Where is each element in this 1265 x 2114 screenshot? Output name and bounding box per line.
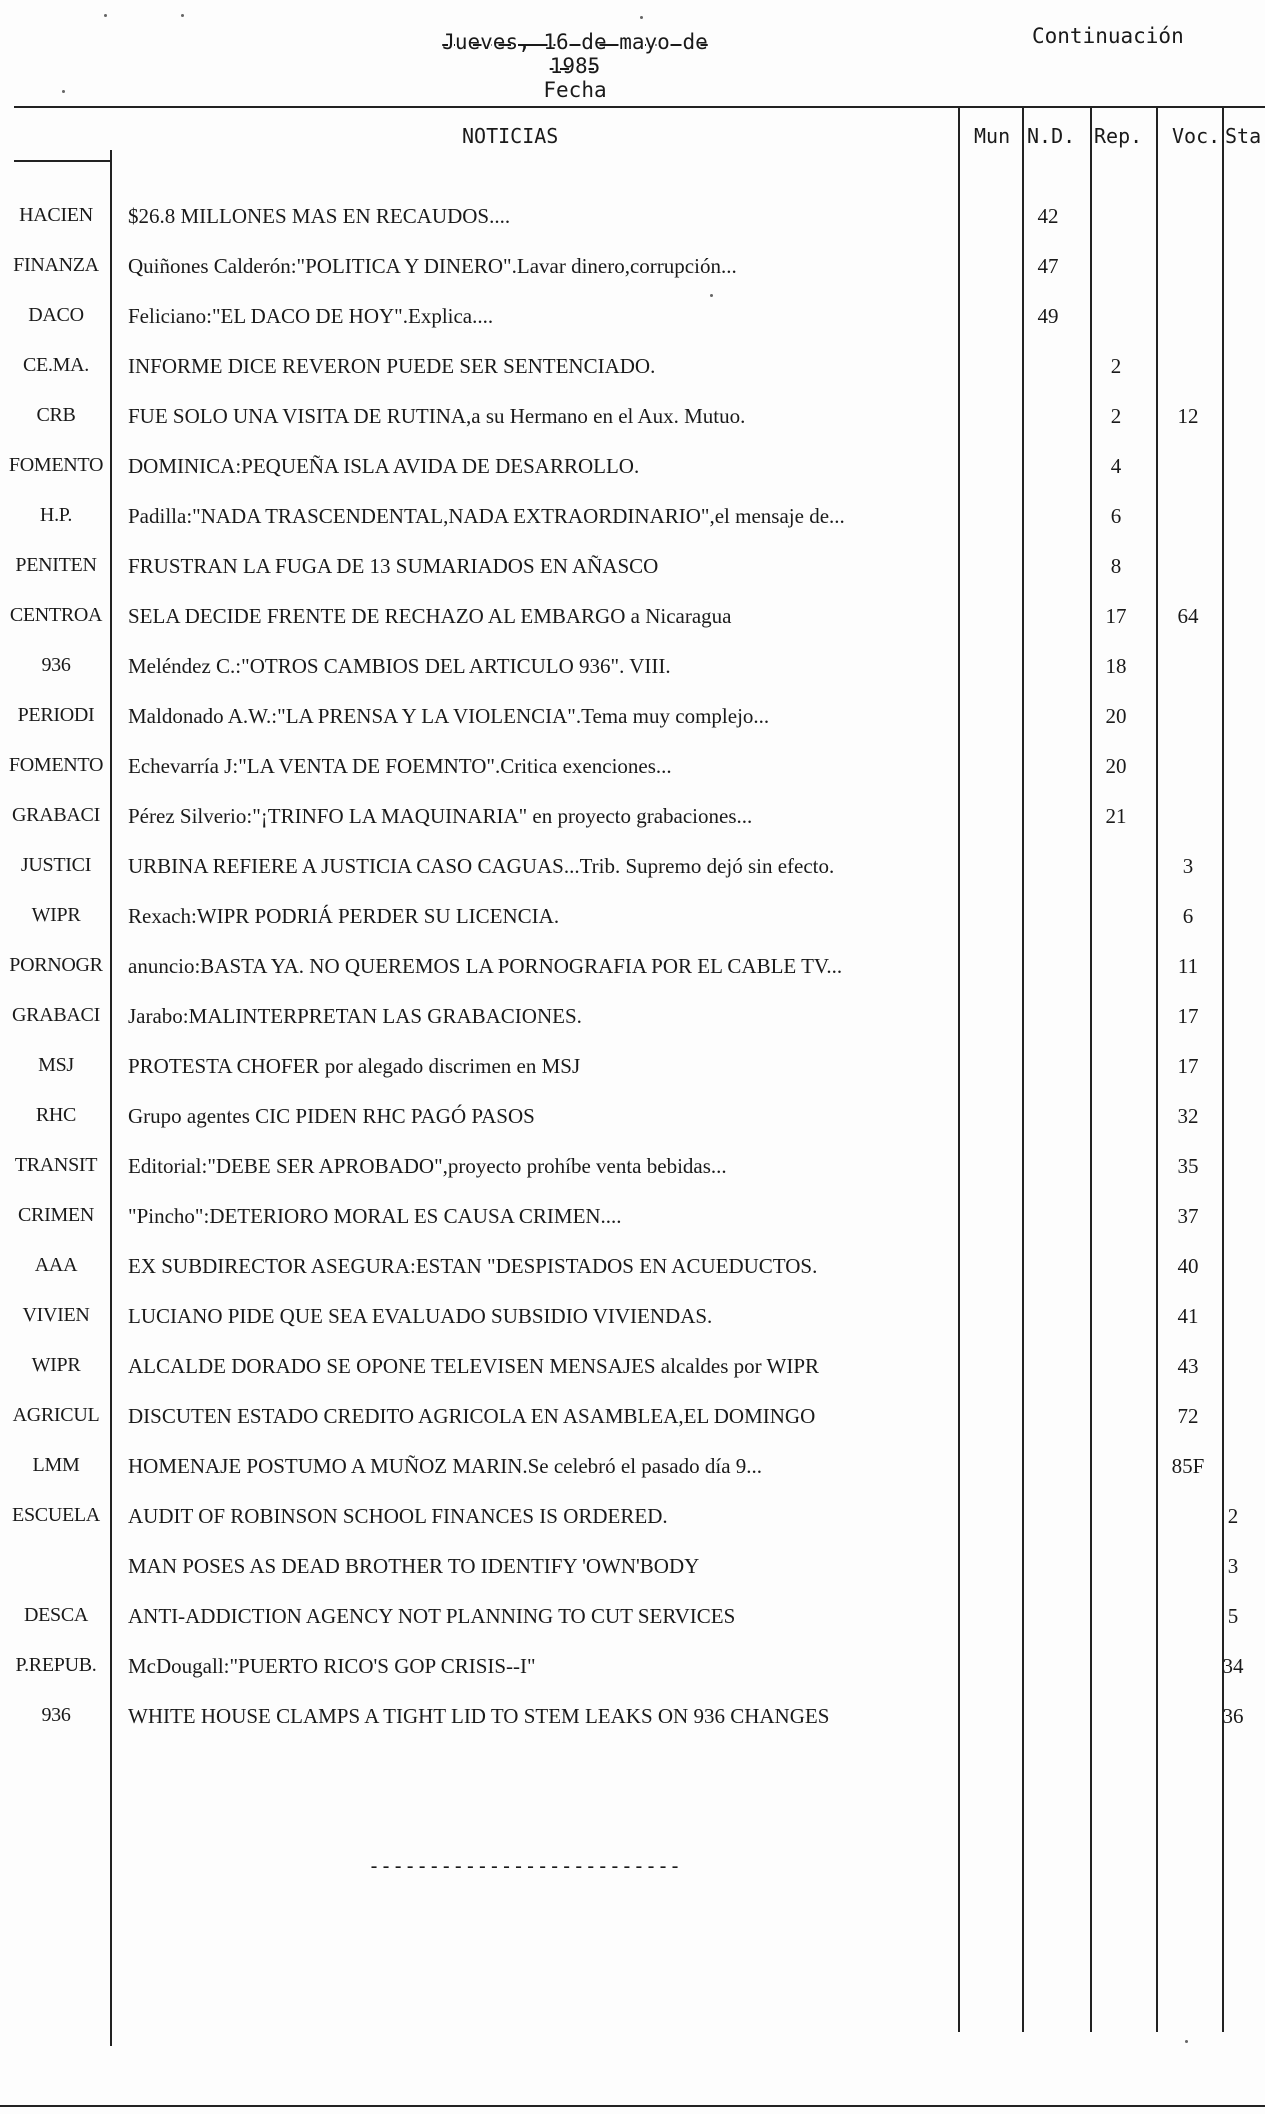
row-rep-page: 20	[1105, 754, 1127, 778]
row-voc-page: 72	[1177, 1404, 1199, 1428]
row-headline: ALCALDE DORADO SE OPONE TELEVISEN MENSAJES alcaldes por WIPR	[128, 1354, 820, 1378]
column-header-mun: Mun	[974, 124, 1011, 148]
row-category: PERIODI	[17, 704, 95, 726]
row-nd-page: 42	[1037, 204, 1059, 228]
row-voc-page: 12	[1177, 404, 1199, 428]
header-bottom-rule	[14, 160, 110, 162]
column-header-noticias: NOTICIAS	[462, 124, 559, 148]
table-row	[0, 894, 1265, 944]
row-rep-page: 2	[1110, 404, 1122, 428]
row-rep-page: 18	[1105, 654, 1127, 678]
row-headline: DISCUTEN ESTADO CREDITO AGRICOLA EN ASAMBLEA,EL DOMINGO	[128, 1404, 816, 1428]
table-row	[0, 244, 1265, 294]
table-row	[0, 944, 1265, 994]
row-category: PORNOGR	[9, 954, 103, 976]
row-voc-page: 40	[1177, 1254, 1199, 1278]
row-headline: HOMENAJE POSTUMO A MUÑOZ MARIN.Se celebró el pasado día 9...	[128, 1454, 763, 1478]
row-headline: $26.8 MILLONES MAS EN RECAUDOS....	[128, 204, 511, 228]
row-category: 936	[41, 654, 71, 676]
table-row	[0, 1344, 1265, 1394]
row-headline: FUE SOLO UNA VISITA DE RUTINA,a su Hermano en el Aux. Mutuo.	[128, 404, 746, 428]
row-headline: anuncio:BASTA YA. NO QUEREMOS LA PORNOGRAFIA POR EL CABLE TV...	[128, 954, 843, 978]
column-header-voc: Voc.	[1172, 124, 1221, 148]
row-voc-page: 37	[1177, 1204, 1199, 1228]
table-row	[0, 1294, 1265, 1344]
table-row	[0, 594, 1265, 644]
table-row	[0, 1594, 1265, 1644]
row-headline: Echevarría J:"LA VENTA DE FOEMNTO".Critica exenciones...	[128, 754, 672, 778]
row-category: LMM	[32, 1454, 80, 1476]
row-category: H.P.	[39, 504, 73, 526]
row-headline: DOMINICA:PEQUEÑA ISLA AVIDA DE DESARROLLO.	[128, 454, 640, 478]
row-category: RHC	[35, 1104, 77, 1126]
row-headline: PROTESTA CHOFER por alegado discrimen en MSJ	[128, 1054, 581, 1078]
header-top-rule	[14, 106, 1265, 108]
row-headline: Quiñones Calderón:"POLITICA Y DINERO".Lavar dinero,corrupción...	[128, 254, 737, 278]
end-separator: --------------------------	[368, 1854, 682, 1878]
table-row	[0, 744, 1265, 794]
scan-speck	[62, 90, 65, 93]
row-category: DACO	[28, 304, 84, 326]
row-headline: Rexach:WIPR PODRIÁ PERDER SU LICENCIA.	[128, 904, 560, 928]
row-category: DESCA	[23, 1604, 89, 1626]
row-headline: FRUSTRAN LA FUGA DE 13 SUMARIADOS EN AÑASCO	[128, 554, 659, 578]
row-voc-page: 41	[1177, 1304, 1199, 1328]
page-bottom-rule	[0, 2105, 1265, 2107]
scan-speck	[1185, 2040, 1188, 2043]
scan-speck	[640, 16, 643, 19]
row-voc-page: 85F	[1171, 1454, 1205, 1478]
row-category: JUSTICI	[20, 854, 92, 876]
row-category: FOMENTO	[8, 454, 104, 476]
scan-speck	[710, 294, 713, 297]
table-row	[0, 394, 1265, 444]
table-row	[0, 1694, 1265, 1744]
table-row	[0, 1394, 1265, 1444]
row-headline: Pérez Silverio:"¡TRINFO LA MAQUINARIA" en proyecto grabaciones...	[128, 804, 753, 828]
row-sta-page: 2	[1227, 1504, 1239, 1528]
row-sta-page: 34	[1222, 1654, 1244, 1678]
row-voc-page: 32	[1177, 1104, 1199, 1128]
row-rep-page: 8	[1110, 554, 1122, 578]
row-voc-page: 17	[1177, 1004, 1199, 1028]
row-rep-page: 20	[1105, 704, 1127, 728]
row-category: CRIMEN	[18, 1204, 94, 1226]
row-category: VIVIEN	[22, 1304, 90, 1326]
row-sta-page: 3	[1227, 1554, 1239, 1578]
table-row	[0, 1044, 1265, 1094]
column-header-nd: N.D.	[1027, 124, 1076, 148]
table-row	[0, 494, 1265, 544]
row-category: GRABACI	[12, 1004, 100, 1026]
fecha-label: Fecha	[543, 78, 607, 102]
report-date: Jueves, 16 de mayo de 1985	[442, 30, 708, 78]
row-headline: Feliciano:"EL DACO DE HOY".Explica....	[128, 304, 494, 328]
row-voc-page: 43	[1177, 1354, 1199, 1378]
row-headline: SELA DECIDE FRENTE DE RECHAZO AL EMBARGO a Nicaragua	[128, 604, 732, 628]
row-headline: LUCIANO PIDE QUE SEA EVALUADO SUBSIDIO VIVIENDAS.	[128, 1304, 713, 1328]
row-category: FINANZA	[13, 254, 99, 276]
row-headline: WHITE HOUSE CLAMPS A TIGHT LID TO STEM LEAKS ON 936 CHANGES	[128, 1704, 830, 1728]
row-headline: Jarabo:MALINTERPRETAN LAS GRABACIONES.	[128, 1004, 582, 1028]
column-header-sta: Sta	[1225, 124, 1262, 148]
table-row	[0, 1244, 1265, 1294]
table-row	[0, 194, 1265, 244]
table-row	[0, 794, 1265, 844]
row-headline: ANTI-ADDICTION AGENCY NOT PLANNING TO CUT SERVICES	[128, 1604, 736, 1628]
table-row	[0, 1544, 1265, 1594]
table-row	[0, 544, 1265, 594]
table-row	[0, 444, 1265, 494]
date-block	[430, 30, 720, 102]
row-headline: "Pincho":DETERIORO MORAL ES CAUSA CRIMEN....	[128, 1204, 622, 1228]
row-rep-page: 2	[1110, 354, 1122, 378]
row-rep-page: 6	[1110, 504, 1122, 528]
table-row	[0, 344, 1265, 394]
row-category: ESCUELA	[12, 1504, 100, 1526]
row-sta-page: 36	[1222, 1704, 1244, 1728]
row-rep-page: 17	[1105, 604, 1127, 628]
row-headline: URBINA REFIERE A JUSTICIA CASO CAGUAS...Trib. Supremo dejó sin efecto.	[128, 854, 835, 878]
table-row	[0, 294, 1265, 344]
row-headline: AUDIT OF ROBINSON SCHOOL FINANCES IS ORDERED.	[128, 1504, 668, 1528]
scan-speck	[104, 14, 107, 17]
row-category: HACIEN	[19, 204, 93, 226]
row-category: PENITEN	[15, 554, 97, 576]
row-voc-page: 3	[1182, 854, 1194, 878]
row-sta-page: 5	[1227, 1604, 1239, 1628]
scan-speck	[181, 14, 184, 17]
row-rep-page: 21	[1105, 804, 1127, 828]
table-row	[0, 1144, 1265, 1194]
row-category: AAA	[34, 1254, 78, 1276]
row-category: AGRICUL	[12, 1404, 100, 1426]
row-category: CE.MA.	[23, 354, 89, 376]
row-headline: EX SUBDIRECTOR ASEGURA:ESTAN "DESPISTADOS EN ACUEDUCTOS.	[128, 1254, 818, 1278]
row-headline: Meléndez C.:"OTROS CAMBIOS DEL ARTICULO 936". VIII.	[128, 654, 671, 678]
row-voc-page: 6	[1182, 904, 1194, 928]
row-category: TRANSIT	[14, 1154, 98, 1176]
row-category: WIPR	[31, 1354, 81, 1376]
table-row	[0, 1194, 1265, 1244]
table-row	[0, 994, 1265, 1044]
row-nd-page: 47	[1037, 254, 1059, 278]
row-rep-page: 4	[1110, 454, 1122, 478]
row-category: MSJ	[38, 1054, 74, 1076]
row-category: 936	[41, 1704, 71, 1726]
table-row	[0, 1644, 1265, 1694]
table-row	[0, 1094, 1265, 1144]
row-category: GRABACI	[12, 804, 100, 826]
row-headline: Maldonado A.W.:"LA PRENSA Y LA VIOLENCIA".Tema muy complejo...	[128, 704, 770, 728]
table-row	[0, 1494, 1265, 1544]
continuation-label: Continuación	[1032, 24, 1184, 48]
row-headline: MAN POSES AS DEAD BROTHER TO IDENTIFY 'OWN'BODY	[128, 1554, 700, 1578]
row-nd-page: 49	[1037, 304, 1059, 328]
row-category: CRB	[36, 404, 76, 426]
row-headline: INFORME DICE REVERON PUEDE SER SENTENCIADO.	[128, 354, 656, 378]
table-row	[0, 644, 1265, 694]
row-category: WIPR	[31, 904, 81, 926]
column-header-rep: Rep.	[1094, 124, 1143, 148]
row-category: CENTROA	[9, 604, 103, 626]
row-headline: Editorial:"DEBE SER APROBADO",proyecto prohíbe venta bebidas...	[128, 1154, 727, 1178]
row-voc-page: 11	[1177, 954, 1199, 978]
table-row	[0, 694, 1265, 744]
row-category: P.REPUB.	[15, 1654, 97, 1676]
row-voc-page: 35	[1177, 1154, 1199, 1178]
row-voc-page: 64	[1177, 604, 1199, 628]
row-headline: McDougall:"PUERTO RICO'S GOP CRISIS--I"	[128, 1654, 536, 1678]
row-headline: Grupo agentes CIC PIDEN RHC PAGÓ PASOS	[128, 1104, 535, 1128]
table-row	[0, 844, 1265, 894]
row-category: FOMENTO	[8, 754, 104, 776]
row-voc-page: 17	[1177, 1054, 1199, 1078]
table-row	[0, 1444, 1265, 1494]
row-headline: Padilla:"NADA TRASCENDENTAL,NADA EXTRAORDINARIO",el mensaje de...	[128, 504, 845, 528]
